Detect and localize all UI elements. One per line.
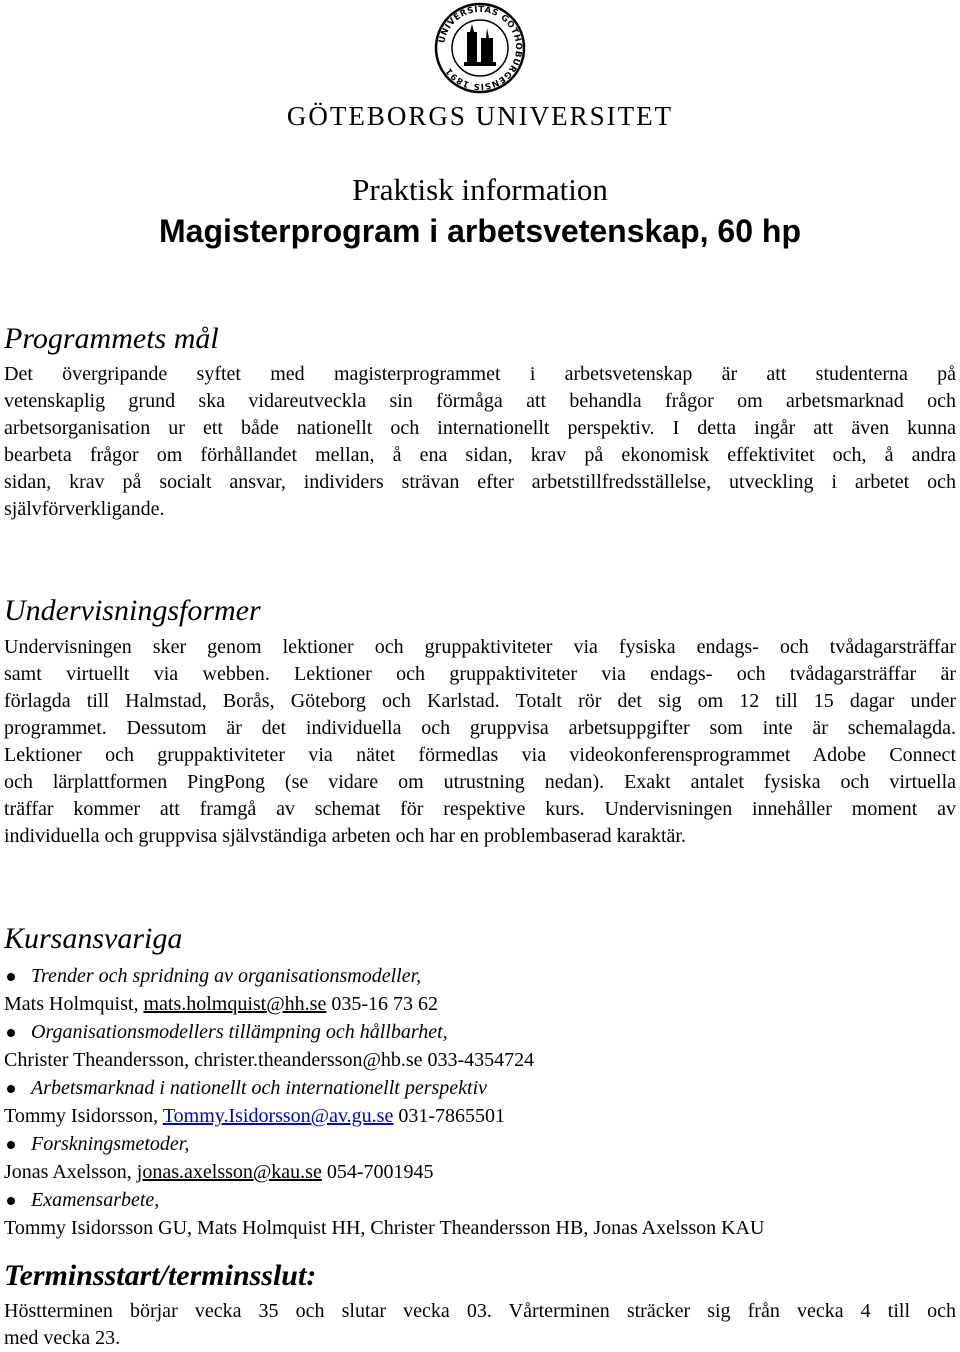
email-link[interactable]: Tommy.Isidorsson@av.gu.se — [162, 1105, 394, 1127]
text-line: vetenskaplig grund ska vidareutveckla sin förmåga att behandla frågor om arbetsmarknad och — [4, 390, 956, 412]
course-name: Arbetsmarknad i nationellt och internationellt perspektiv — [4, 1074, 956, 1102]
text-line: sidan, krav på socialt ansvar, individers strävan efter arbetstillfredsställelse, utveckling i arbetet och — [4, 471, 956, 493]
text-line: bearbeta frågor om förhållandet mellan, å ena sidan, krav på ekonomisk effektivitet och, å andra — [4, 444, 956, 466]
list-item — [4, 1130, 956, 1186]
text-line: förlagda till Halmstad, Borås, Göteborg och Karlstad. Totalt rör det sig om 12 till 15 dagar under — [4, 690, 956, 712]
person-name: Christer Theandersson, — [4, 1049, 195, 1071]
goals-heading: Programmets mål — [4, 322, 219, 355]
term-heading: Terminsstart/terminsslut: — [4, 1259, 317, 1292]
email-text: christer.theandersson@hb.se — [194, 1049, 423, 1071]
person-name: Tommy Isidorsson GU, Mats Holmquist HH, Christer Theandersson HB, Jonas Axelsson KAU — [4, 1217, 765, 1239]
teaching-heading: Undervisningsformer — [4, 594, 261, 627]
text-line: individuella och gruppvisa självständiga arbeten och har en problembaserad karaktär. — [4, 825, 686, 847]
document-title: Praktisk information — [352, 172, 608, 207]
list-item — [4, 1186, 956, 1242]
seal-text: UNIVERSITAS GOTHOBURGENSIS 1891 — [437, 4, 524, 92]
person-name: Mats Holmquist, — [4, 993, 144, 1015]
text-line: med vecka 23. — [4, 1327, 121, 1349]
email-link[interactable]: mats.holmquist@hh.se — [143, 993, 327, 1015]
text-line: arbetsorganisation ur ett både nationellt och internationellt perspektiv. I detta ingår att även kunna — [4, 417, 956, 439]
goals-paragraph — [4, 361, 956, 523]
text-line: programmet. Dessutom är det individuella och gruppvisa arbetsuppgifter som inte är schemalagda. — [4, 717, 956, 739]
course-name: Organisationsmodellers tillämpning och hållbarhet, — [4, 1018, 956, 1046]
text-line: Höstterminen börjar vecka 35 och slutar vecka 03. Vårterminen sträcker sig från vecka 4 till och — [4, 1300, 956, 1322]
program-title: Magisterprogram i arbetsvetenskap, 60 hp — [159, 213, 801, 249]
list-item — [4, 1074, 956, 1130]
contact-line — [4, 1046, 956, 1074]
email-link[interactable]: jonas.axelsson@kau.se — [136, 1161, 322, 1183]
text-line: Det övergripande syftet med magisterprogrammet i arbetsvetenskap är att studenterna på — [4, 363, 956, 385]
phone-number: 033-4354724 — [422, 1049, 535, 1071]
phone-number: 035-16 73 62 — [326, 993, 438, 1015]
course-name: Forskningsmetoder, — [4, 1130, 956, 1158]
text-line: Lektioner och gruppaktiviteter via nätet förmedlas via videokonferensprogrammet Adobe Connect — [4, 744, 956, 766]
course-responsible-list — [4, 962, 956, 1242]
teaching-paragraph — [4, 634, 956, 850]
contact-line — [4, 990, 956, 1018]
phone-number: 031-7865501 — [393, 1105, 506, 1127]
svg-text:UNIVERSITAS GOTHOBURGENSIS 189 — [437, 5, 523, 91]
text-line: samt virtuellt via webben. Lektioner och gruppaktiviteter via endags- och tvådagarsträffar är — [4, 663, 956, 685]
list-item — [4, 962, 956, 1018]
person-name: Jonas Axelsson, — [4, 1161, 137, 1183]
course-name: Examensarbete, — [4, 1186, 956, 1214]
university-seal-logo — [434, 2, 526, 94]
phone-number: 054-7001945 — [321, 1161, 434, 1183]
university-name: GÖTEBORGS UNIVERSITET — [286, 101, 674, 131]
contact-line — [4, 1102, 956, 1130]
term-paragraph — [4, 1298, 956, 1352]
text-line: träffar kommer att framgå av schemat för respektive kurs. Undervisningen innehåller moment av — [4, 798, 956, 820]
list-item — [4, 1018, 956, 1074]
course-name: Trender och spridning av organisationsmodeller, — [4, 962, 956, 990]
responsible-heading: Kursansvariga — [4, 922, 183, 955]
text-line: Undervisningen sker genom lektioner och gruppaktiviteter via fysiska endags- och tvådagarsträffar — [4, 636, 956, 658]
person-name: Tommy Isidorsson, — [4, 1105, 163, 1127]
text-line: självförverkligande. — [4, 498, 165, 520]
text-line: och lärplattformen PingPong (se vidare om utrustning nedan). Exakt antalet fysiska och virtuella — [4, 771, 956, 793]
contact-line — [4, 1214, 956, 1242]
contact-line — [4, 1158, 956, 1186]
